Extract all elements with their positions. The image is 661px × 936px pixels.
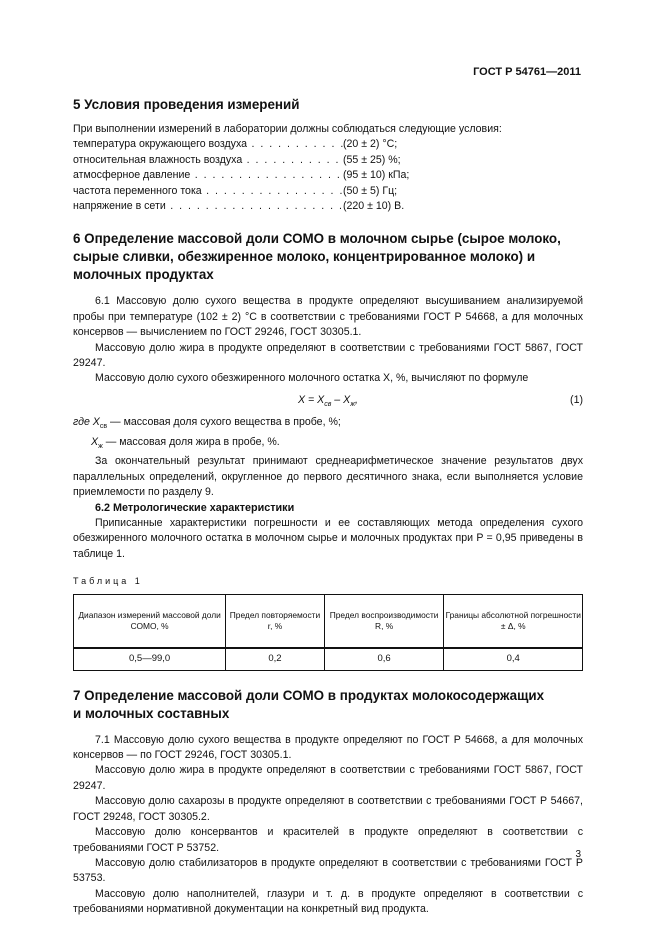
page-number: 3: [575, 849, 581, 860]
definition: — массовая доля жира в пробе, %.: [102, 435, 280, 448]
column-header: Предел повторяемости r, %: [226, 594, 325, 648]
paragraph: Массовую долю жира в продукте определяют в соответствии с требованиями ГОСТ 5867, ГОСТ 29247.: [73, 764, 583, 792]
section-7-title: 7 Определение массовой доли СОМО в продуктах молокосодержащих и молочных составных: [73, 687, 545, 721]
condition-value: (220 ± 10) В.: [343, 200, 405, 213]
column-header: Границы абсолютной погрешности ± Δ, %: [444, 594, 583, 648]
condition-label: напряжение в сети . . .: [73, 199, 343, 214]
standard-header: ГОСТ Р 54761—2011: [473, 66, 581, 78]
formula-subscript: св: [324, 400, 332, 408]
table-caption: Таблица 1: [73, 576, 143, 587]
condition-item: [73, 184, 583, 199]
definition: — массовая доля сухого вещества в пробе, %;: [107, 416, 341, 429]
paragraph: 6.1 Массовую долю сухого вещества в продукте определяют высушиванием анализируемой пробы при температуре (102 ± 2) °С в соответствии с требованиями ГОСТ Р 54668, а для молочных консервов — вычислением по ГОСТ 29246, ГОСТ 30305.1.: [73, 295, 583, 339]
condition-value: (50 ± 5) Гц;: [343, 184, 398, 197]
condition-value: (95 ± 10) кПа;: [343, 169, 410, 182]
subsection-6-2-title: 6.2 Метрологические характеристики: [95, 501, 295, 514]
where-line: [73, 415, 583, 435]
paragraph: Массовую долю наполнителей, глазури и т. д. в продукте определяют в соответствии с требованиями нормативной документации на конкретный вид продукта.: [73, 887, 583, 916]
condition-value: (55 ± 25) %;: [343, 153, 401, 166]
formula-subscript: ж: [350, 400, 356, 408]
symbol: где X: [73, 416, 100, 429]
page-content: [73, 96, 583, 918]
where-line: [73, 435, 583, 455]
paragraph: Массовую долю стабилизаторов в продукте определяют в соответствии с требованиями ГОСТ Р 53753.: [73, 856, 583, 885]
table-1: [73, 594, 583, 671]
formula-part: ,: [355, 393, 358, 406]
formula-number: (1): [570, 393, 583, 406]
section-5-title: 5 Условия проведения измерений: [73, 97, 300, 112]
formula-part: – X: [331, 393, 351, 406]
condition-item: [73, 199, 583, 214]
paragraph: Массовую долю сухого обезжиренного молочного остатка X, %, вычисляют по формуле: [95, 372, 529, 385]
subscript: ж: [98, 443, 103, 451]
condition-value: (20 ± 2) °С;: [343, 138, 398, 151]
conditions-list: [73, 137, 583, 214]
paragraph: Массовую долю консервантов и красителей в продукте определяют в соответствии с требованиями ГОСТ Р 53752.: [73, 826, 583, 854]
condition-label: атмосферное давление . . .: [73, 168, 343, 183]
condition-label: температура окружающего воздуха . . .: [73, 137, 343, 152]
condition-item: [73, 168, 583, 183]
table-cell: 0,5—99,0: [74, 648, 226, 671]
condition-label: относительная влажность воздуха . . .: [73, 153, 343, 168]
paragraph: Массовую долю жира в продукте определяют в соответствии с требованиями ГОСТ 5867, ГОСТ 29247.: [73, 341, 583, 370]
subscript: св: [99, 423, 108, 431]
paragraph: Массовую долю сахарозы в продукте определяют в соответствии с требованиями ГОСТ Р 54667, ГОСТ 29248, ГОСТ 30305.2.: [73, 795, 583, 823]
symbol: X: [91, 435, 99, 448]
table-row: [74, 648, 583, 671]
paragraph: За окончательный результат принимают среднеарифметическое значение результатов двух параллельных определений, округленное до первого десятичного знака, если выполняется условие приемлемости по разделу 9.: [73, 455, 583, 499]
formula-part: X = X: [297, 393, 325, 406]
paragraph: Приписанные характеристики погрешности и ее составляющих метода определения сухого обезжиренного молочного остатка в молочном сырье и молочных продуктах при P = 0,95 приведены в таблице 1.: [73, 517, 583, 560]
condition-label: частота переменного тока . . .: [73, 184, 343, 199]
condition-item: [73, 137, 583, 152]
table-cell: 0,4: [444, 648, 583, 671]
formula-1: [73, 393, 583, 413]
section-6-title: 6 Определение массовой доли СОМО в молочном сырье (сырое молоко, сырые сливки, обезжиренное молоко, концентрированное молоко) и молочных продуктах: [73, 231, 561, 283]
conditions-intro: При выполнении измерений в лаборатории должны соблюдаться следующие условия:: [73, 123, 502, 135]
table-header-row: [74, 594, 583, 648]
condition-item: [73, 153, 583, 168]
column-header: Предел воспроизводимости R, %: [324, 594, 444, 648]
column-header: Диапазон измерений массовой доли СОМО, %: [74, 594, 226, 648]
paragraph: 7.1 Массовую долю сухого вещества в продукте определяют по ГОСТ Р 54668, а для молочных консервов — по ГОСТ 29246, ГОСТ 30305.1.: [73, 733, 583, 762]
table-cell: 0,2: [226, 648, 325, 671]
table-cell: 0,6: [324, 648, 444, 671]
